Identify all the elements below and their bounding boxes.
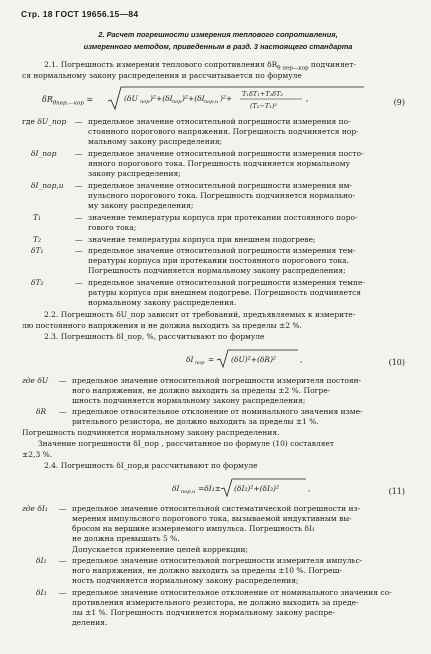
svg-text:,: ,	[300, 355, 303, 364]
term-T1: T₁	[33, 213, 42, 222]
svg-text:пор: пор	[140, 99, 150, 105]
dash: —	[75, 246, 83, 255]
def-dT2: предельное значение относительной погрешности измерения темпе- ратуры корпуса при внешнем подогреве. Погрешность подчиняется нормальному закону распределения.	[88, 278, 365, 308]
svg-text:пор,и: пор,и	[181, 489, 196, 495]
def-dI-por: предельное значение относительной погрешности измерения посто- янного порогового тока. Погрешность подчиняется нормальному закону распределения;	[88, 149, 364, 179]
def-T2: значение температуры корпуса при внешнем подогреве;	[88, 235, 316, 244]
svg-text:пор,и: пор,и	[204, 99, 219, 105]
svg-text:,: ,	[306, 94, 309, 103]
formula-9-lhs-sub: θпер.—кор	[52, 100, 84, 107]
section-title-line1: 2. Расчет погрешности измерения теплового сопротивления,	[98, 30, 338, 39]
defs-intro	[22, 117, 66, 126]
dash: —	[75, 235, 83, 244]
formula-10-graphic	[186, 348, 336, 370]
def-T1: значение температуры корпуса при протекании постоянного поро- гового тока;	[88, 213, 358, 233]
equation-number-10: (10)	[388, 358, 405, 367]
def-dI2: предельное значение относительной погрешности измерителя импульс- ного напряжения, не должно выходить за пределы ±10 %. Погреш- ность подчиняется нормальному закону распределения;	[72, 556, 363, 586]
svg-text:δI: δI	[186, 355, 194, 364]
dash: —	[75, 213, 83, 222]
svg-text:(δI₂)²+(δI₃)²: (δI₂)²+(δI₃)²	[234, 484, 279, 493]
para-2-2-line1: 2.2. Погрешность δU_пор зависит от требований, предъявляемых к измерите-	[44, 310, 356, 319]
dash: —	[59, 376, 67, 385]
formula-9: $\delta R_{\theta пер.—кор}$ =	[42, 95, 94, 107]
term-dU-por: δU_пор	[37, 117, 67, 126]
def-dU: предельное значение относительной погрешности измерителя постоян- ного напряжения, не должно выходить за пределы ±2 %. Погре- шность подчиняется нормальному закону распределения;	[72, 376, 362, 406]
para-2-4: 2.4. Погрешность δI_пор,и рассчитывают по формуле	[44, 461, 258, 470]
dash: —	[59, 588, 67, 597]
svg-text:=δI₁±: =δI₁±	[198, 484, 222, 493]
def-dI3: предельное значение относительное отклонение от номинального значения со- противления измерительного резистора, не должно выходить за преде- лы ±1 %. Погрешность подчиняется нормальному закону распре- деления.	[72, 588, 392, 628]
svg-text:пор: пор	[195, 360, 205, 366]
svg-text:(δU: (δU	[124, 94, 138, 103]
para-2-3: 2.3. Погрешность δI_пор, %, рассчитывают по формуле	[44, 332, 265, 341]
para-2-1-text: 2.1. Погрешность измерения теплового сопротивления δR	[44, 60, 278, 69]
term-dI3: δI₃	[36, 588, 47, 597]
para-2-3-value-line2: ±2,3 %.	[22, 450, 53, 459]
def-dI-por-i: предельное значение относительной погрешности измерения им- пульсного порогового тока. Погрешность подчиняется нормально- му закону распределения;	[88, 181, 356, 211]
dash: —	[59, 556, 67, 565]
def-dU-por: предельное значение относительной погрешности измерения по- стоянного порогового напряжения. Погрешность подчиняется нор- мальному закону распределения;	[88, 117, 359, 147]
para-2-1-line2: ся нормальному закону распределения и рассчитывается по формуле	[22, 71, 302, 80]
defs-intro-where: где	[22, 117, 35, 126]
term-dI1: где δI₁	[22, 504, 48, 513]
term-dI-por-i: δI_пор,и	[31, 181, 64, 190]
svg-text:пор: пор	[172, 99, 182, 105]
def-dI1: предельное значение относительной систематической погрешности из- мерения импульсного порогового тока, вызываемой индуктивным вы- бросом на вершине измеряемого импульса. Погрешность δI₁ не должна превышать 5 %.	[72, 504, 361, 544]
para-2-1-sub: θ пер—кор	[277, 65, 309, 72]
formula-9-rhs-graphic	[106, 86, 366, 112]
dash: —	[75, 149, 83, 158]
equation-number-11: (11)	[388, 487, 405, 496]
dash: —	[59, 504, 67, 513]
para-2-3-value-line1: Значение погрешности δI_пор , рассчитанное по формуле (10) составляет	[38, 439, 335, 448]
term-T2: T₂	[33, 235, 42, 244]
svg-text:)²+(δI: )²+(δI	[150, 94, 173, 103]
svg-text:T₁δT₁+T₂δT₂: T₁δT₁+T₂δT₂	[242, 90, 284, 98]
term-dT1: δT₁	[31, 246, 44, 255]
svg-text:(δU)²+(δR)²: (δU)²+(δR)²	[231, 355, 276, 364]
formula-11-graphic	[172, 477, 352, 499]
def-dR: предельное относительное отклонение от номинального значения изме- рительного резистора, не должно выходить за пределы ±1 %.	[72, 407, 363, 427]
page-header: Стр. 18 ГОСТ 19656.15—84	[21, 9, 139, 19]
def-dT1: предельное значение относительной погрешности измерения тем- пературы корпуса при протекании постоянного порогового тока. Погрешность подчиняется нормальному закону распределения;	[88, 246, 356, 276]
para-2-2-line2: лю постоянного напряжения и не должна выходить за пределы ±2 %.	[22, 321, 302, 330]
svg-text:=: =	[208, 355, 215, 364]
term-dT2: δT₂	[31, 278, 44, 287]
svg-text:δI: δI	[172, 484, 180, 493]
term-dI-por: δI_пор	[31, 149, 57, 158]
para-2-3-tail: Погрешность подчиняется нормальному закону распределения.	[22, 428, 280, 437]
term-dR: δR	[36, 407, 47, 416]
svg-text:(T₂−T₁)²: (T₂−T₁)²	[250, 102, 278, 110]
svg-text:,: ,	[308, 484, 311, 493]
dash: —	[75, 278, 83, 287]
def-correction: Допускается применение цепей коррекции;	[72, 545, 248, 554]
section-title-line2: измеренного методом, приведенным в разд. 3 настоящего стандарта	[83, 42, 353, 51]
dash: —	[75, 117, 83, 126]
term-dI2: δI₂	[36, 556, 47, 565]
para-2-1-end: подчиняет-	[308, 60, 356, 69]
term-dU: где δU	[22, 376, 49, 385]
formula-9-lhs: δR	[42, 95, 53, 104]
dash: —	[75, 181, 83, 190]
dash: —	[59, 407, 67, 416]
svg-text:)²+: )²+	[220, 94, 233, 103]
svg-text:)²+(δI: )²+(δI	[182, 94, 205, 103]
equation-number-9: (9)	[393, 98, 405, 107]
